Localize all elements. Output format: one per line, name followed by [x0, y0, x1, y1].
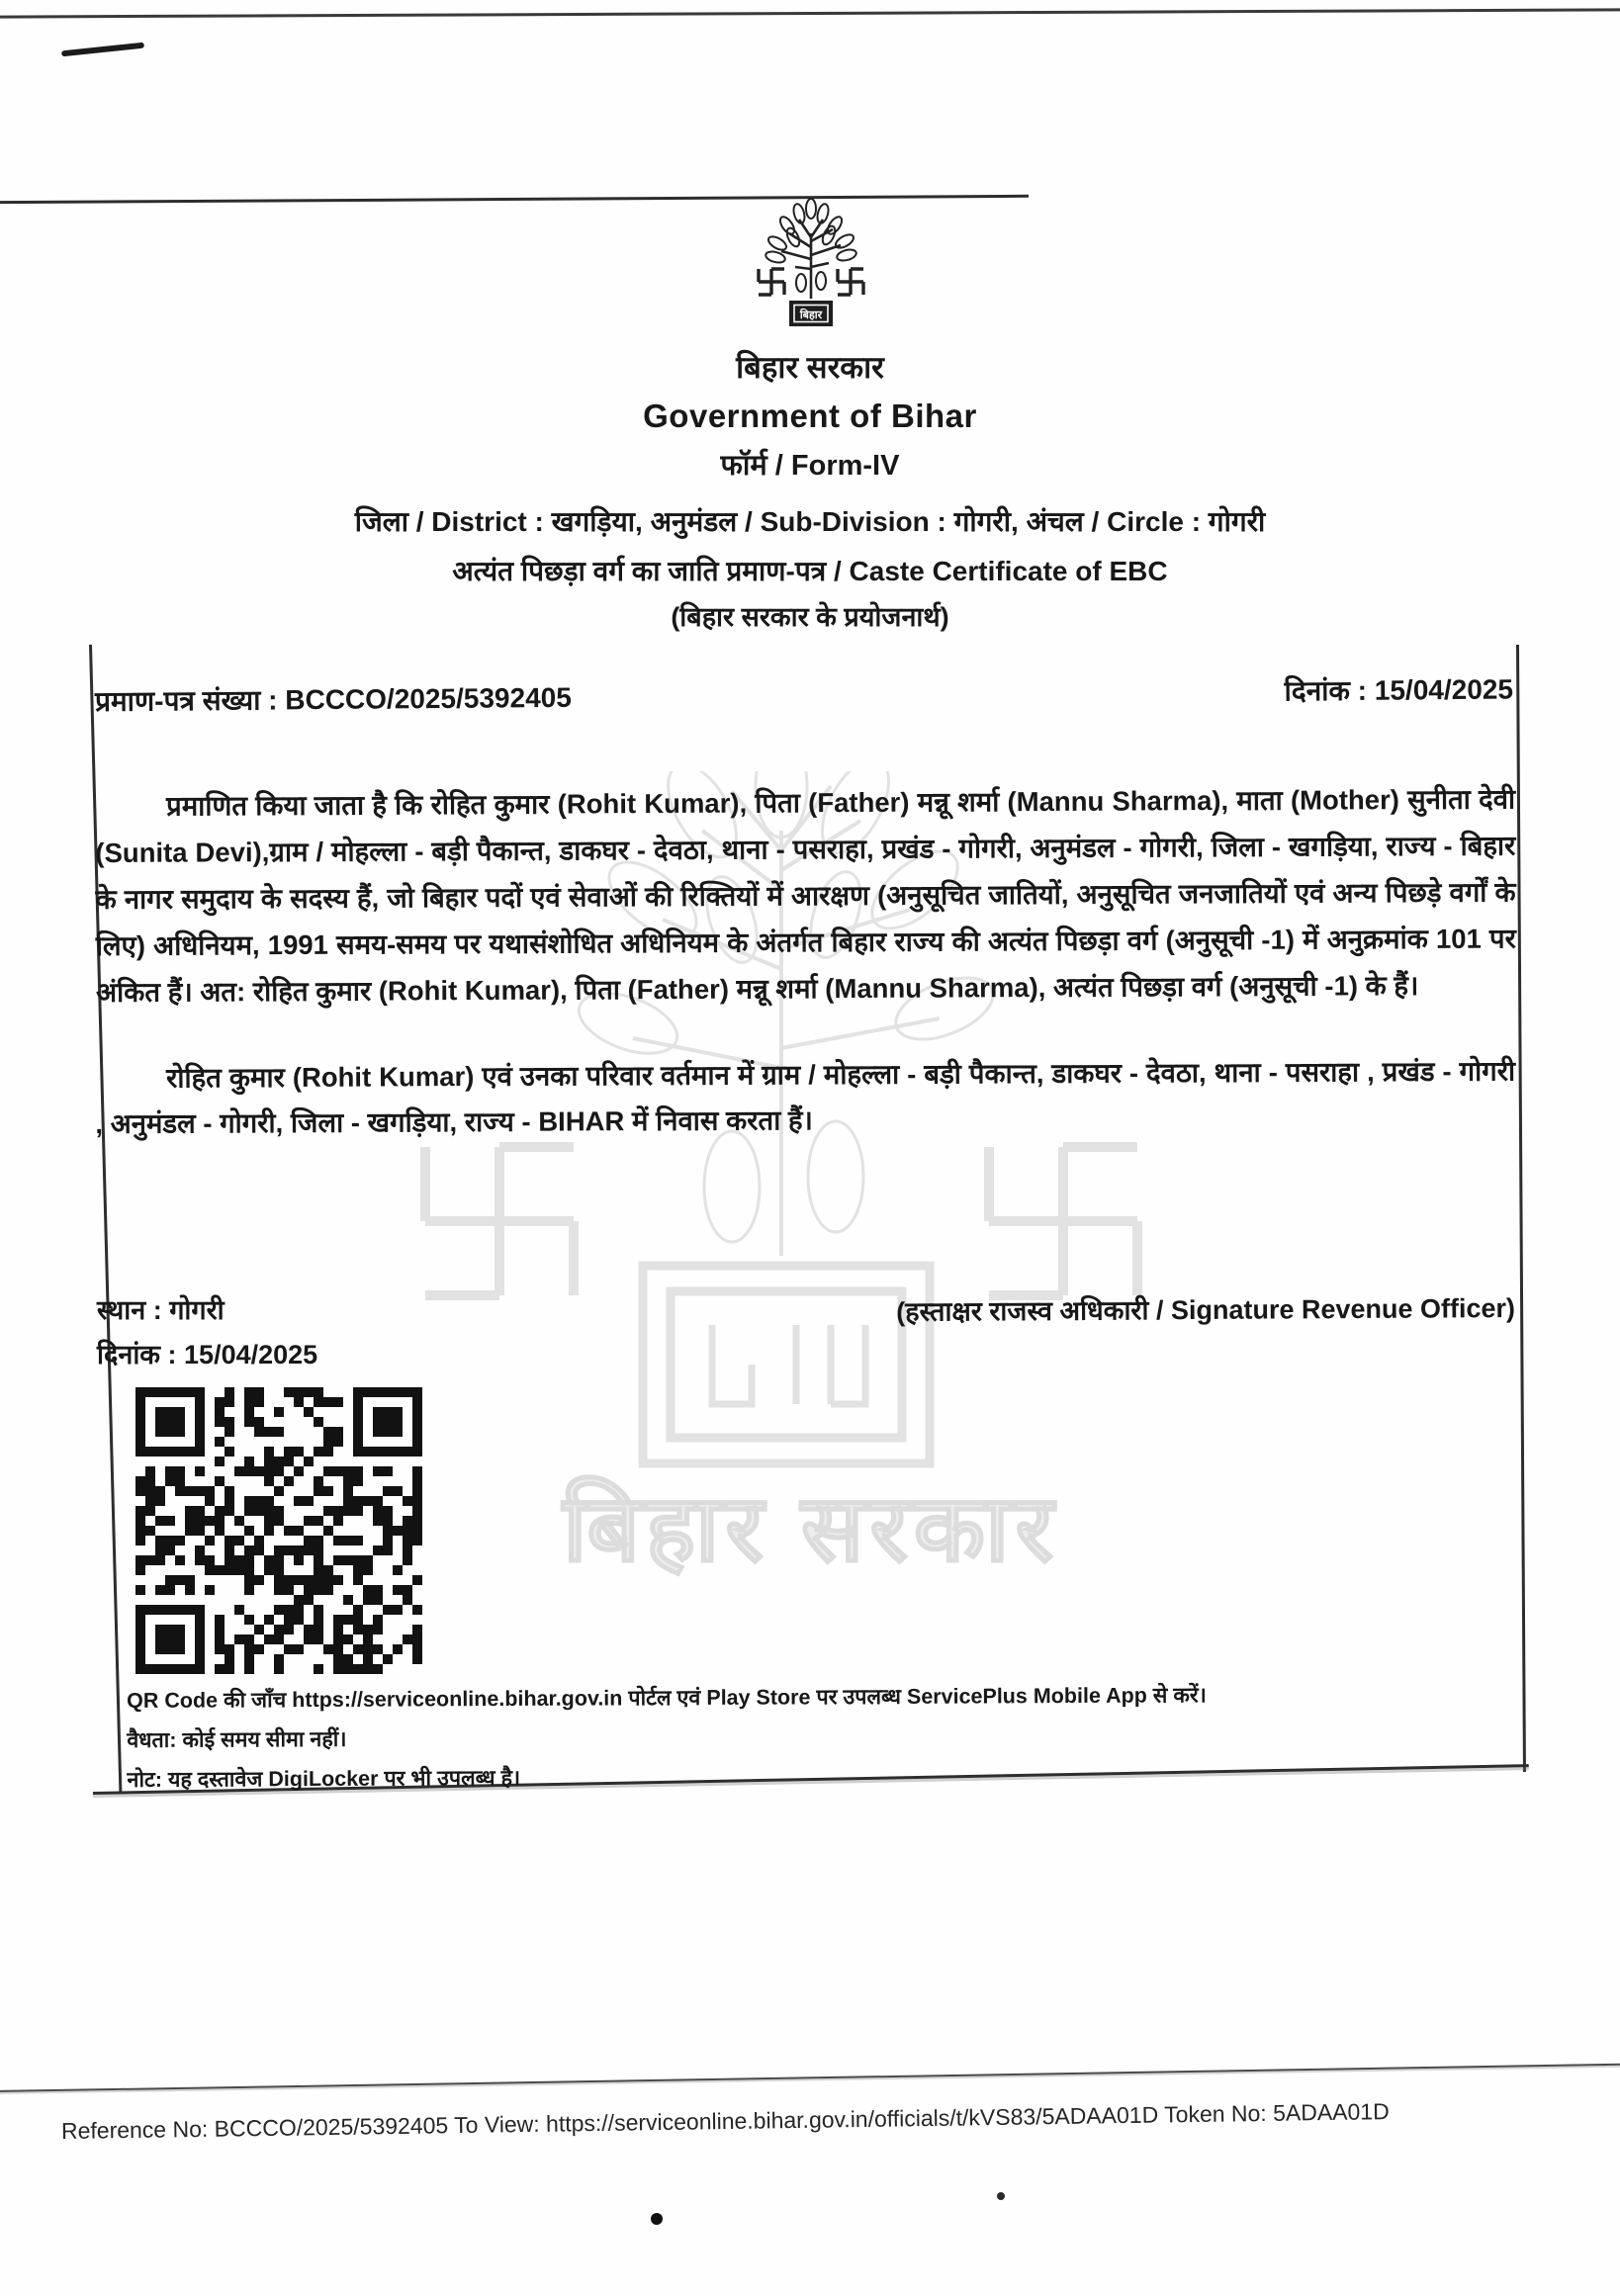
footnotes [127, 1675, 1207, 1800]
purpose-line: (बिहार सरकार के प्रयोजनार्थ) [671, 602, 949, 632]
swastika-left-icon [759, 269, 784, 295]
pen-mark [61, 43, 144, 57]
signature-officer-label: (हस्ताक्षर राजस्व अधिकारी / Signature Revenue Officer) [896, 1293, 1516, 1327]
certificate-paragraph-1: प्रमाणित किया जाता है कि रोहित कुमार (Rohit Kumar), पिता (Father) मन्नू शर्मा (Mannu Sharma), माता (Mother) सुनीता देवी (Sunita Devi),ग्राम / मोहल्ला - बड़ी पैकान्त, डाकघर - देवठा, थाना - पसराहा, प्रखंड - गोगरी, अनुमंडल - गोगरी, जिला - खगड़िया, राज्य - बिहार के नागर समुदाय के सदस्य हैं, जो बिहार पदों एवं सेवाओं की रिक्तियों में आरक्षण (अनुसूचित जातियों, अनुसूचित जनजातियों एवं अन्य पिछड़े वर्गों के लिए) अधिनियम, 1991 समय-समय पर यथासंशोधित अधिनियम के अंतर्गत बिहार राज्य की अत्यंत पिछड़ा वर्ग (अनुसूची -1) में अनुक्रमांक 101 पर अंकित हैं। अत: रोहित कुमार (Rohit Kumar), पिता (Father) मन्नू शर्मा (Mannu Sharma), अत्यंत पिछड़ा वर्ग (अनुसूची -1) के हैं। [95, 783, 1516, 1008]
swastika-right-icon [838, 269, 863, 295]
org-name-hindi: बिहार सरकार [736, 350, 884, 385]
footer-reference: Reference No: BCCCO/2025/5392405 To View: https://serviceonline.bihar.gov.in/officials/t/kVS83/5ADAA01D Token No: 5ADAA01D [60, 2098, 1390, 2144]
ink-dot [997, 2192, 1005, 2200]
note-qr-check: QR Code की जाँच https://serviceonline.bihar.gov.in पोर्टल एवं Play Store पर उपलब्ध ServicePlus Mobile App से करें। [127, 1683, 1207, 1713]
footer-rule [0, 2064, 1620, 2092]
certificate-paragraph-2: रोहित कुमार (Rohit Kumar) एवं उनका परिवार वर्तमान में ग्राम / मोहल्ला - बड़ी पैकान्त, डाकघर - देवठा, थाना - पसराहा , प्रखंड - गोगरी , अनुमंडल - गोगरी, जिला - खगड़िया, राज्य - BIHAR में निवास करता हैं। [95, 1055, 1516, 1139]
ink-dot [651, 2213, 663, 2225]
place-label: स्थान : गोगरी [97, 1295, 225, 1325]
certificate-title: अत्यंत पिछड़ा वर्ग का जाति प्रमाण-पत्र / Caste Certificate of EBC [452, 556, 1168, 586]
certificate-border-right [1516, 645, 1526, 1772]
district-subdivision-circle-line: जिला / District : खगड़िया, अनुमंडल / Sub-Division : गोगरी, अंचल / Circle : गोगरी [354, 506, 1266, 537]
watermark-text: बिहार सरकार [563, 1476, 1059, 1580]
issue-date-label: दिनांक : 15/04/2025 [97, 1340, 318, 1369]
note-digilocker: नोट: यह दस्तावेज DigiLocker पर भी उपलब्ध है। [127, 1765, 521, 1792]
org-name-english: Government of Bihar [643, 397, 977, 434]
bihar-emblem [748, 198, 874, 328]
scan-edge-line [0, 8, 1620, 18]
certificate-date: दिनांक : 15/04/2025 [1284, 673, 1514, 707]
certificate-number: प्रमाण-पत्र संख्या : BCCCO/2025/5392405 [94, 681, 572, 717]
form-title: फॉर्म / Form-IV [720, 450, 900, 482]
note-validity: वैधता: कोई समय सीमा नहीं। [127, 1726, 347, 1752]
emblem-plaque-text: बिहार [799, 309, 823, 321]
qr-code [135, 1387, 422, 1674]
